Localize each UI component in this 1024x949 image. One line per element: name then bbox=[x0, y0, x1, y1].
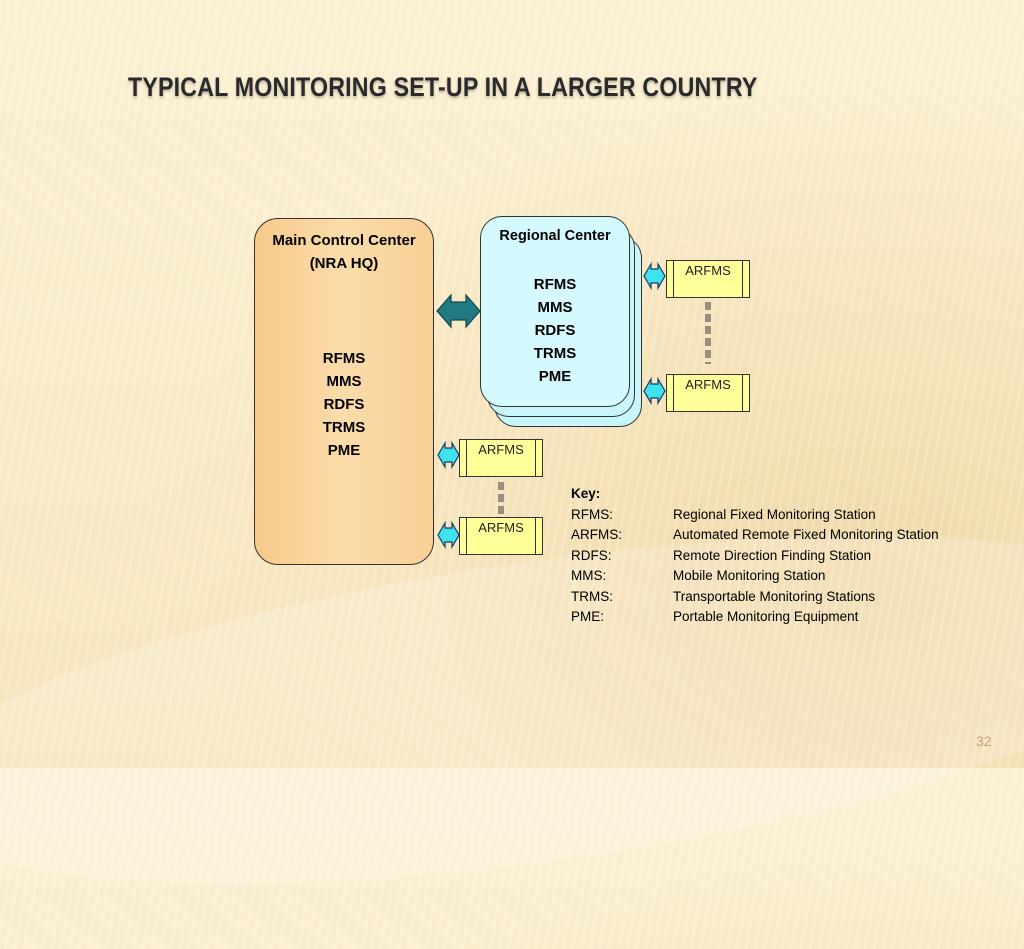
arfms-label: ARFMS bbox=[478, 520, 524, 535]
key-entry bbox=[571, 546, 939, 567]
mcc-item-rfms: RFMS bbox=[322, 350, 366, 367]
arfms-continuation-dots-regional bbox=[705, 302, 711, 364]
key-entry bbox=[571, 607, 939, 628]
key-abbr: TRMS: bbox=[571, 588, 613, 604]
key-meaning: Mobile Monitoring Station bbox=[673, 568, 826, 583]
key-meaning: Transportable Monitoring Stations bbox=[673, 588, 876, 604]
main-control-center-subtitle: (NRA HQ) bbox=[309, 255, 379, 272]
key-meaning: Automated Remote Fixed Monitoring Station bbox=[673, 527, 939, 542]
rc-item-mms: MMS bbox=[537, 299, 573, 316]
key-meaning: Remote Direction Finding Station bbox=[673, 547, 872, 563]
arfms-link-arrow-4 bbox=[438, 523, 459, 547]
main-control-center-title: Main Control Center bbox=[272, 232, 416, 249]
arfms-unit-hq-1 bbox=[459, 439, 543, 477]
key-abbr: RFMS: bbox=[571, 506, 613, 522]
slide-title: TYPICAL MONITORING SET-UP IN A LARGER COUNTRY bbox=[128, 72, 758, 102]
key-abbr: MMS: bbox=[571, 568, 607, 583]
arfms-continuation-dots-hq bbox=[498, 482, 504, 514]
rc-item-rdfs: RDFS bbox=[534, 322, 576, 339]
key-abbr: ARFMS: bbox=[571, 527, 623, 542]
key-title: Key: bbox=[571, 486, 601, 501]
arfms-unit-regional-1 bbox=[666, 260, 750, 298]
rc-item-pme: PME bbox=[538, 368, 572, 385]
key-entry bbox=[571, 505, 939, 526]
arfms-unit-hq-2 bbox=[459, 517, 543, 555]
regional-center-title: Regional Center bbox=[499, 228, 611, 244]
mcc-item-mms: MMS bbox=[326, 373, 362, 390]
mcc-item-pme: PME bbox=[327, 442, 361, 459]
main-link-double-arrow bbox=[437, 295, 480, 327]
key-abbr: RDFS: bbox=[571, 547, 612, 563]
key-entry bbox=[571, 566, 939, 587]
mcc-item-trms: TRMS bbox=[322, 419, 366, 436]
page-number: 32 bbox=[976, 733, 992, 749]
key-legend bbox=[571, 484, 939, 628]
key-abbr: PME: bbox=[571, 609, 605, 624]
arfms-link-arrow-2 bbox=[644, 379, 665, 403]
rc-item-rfms: RFMS bbox=[533, 276, 577, 293]
arfms-unit-regional-2 bbox=[666, 374, 750, 412]
arfms-link-arrow-3 bbox=[438, 443, 459, 467]
key-entry bbox=[571, 587, 939, 608]
key-meaning: Regional Fixed Monitoring Station bbox=[673, 506, 876, 522]
rc-item-trms: TRMS bbox=[533, 345, 577, 362]
arfms-label: ARFMS bbox=[685, 377, 731, 392]
key-meaning: Portable Monitoring Equipment bbox=[673, 609, 859, 624]
mcc-item-rdfs: RDFS bbox=[323, 396, 365, 413]
arfms-label: ARFMS bbox=[685, 263, 731, 278]
key-entry bbox=[571, 525, 939, 546]
arfms-link-arrow-1 bbox=[644, 264, 665, 288]
arfms-label: ARFMS bbox=[478, 442, 524, 457]
